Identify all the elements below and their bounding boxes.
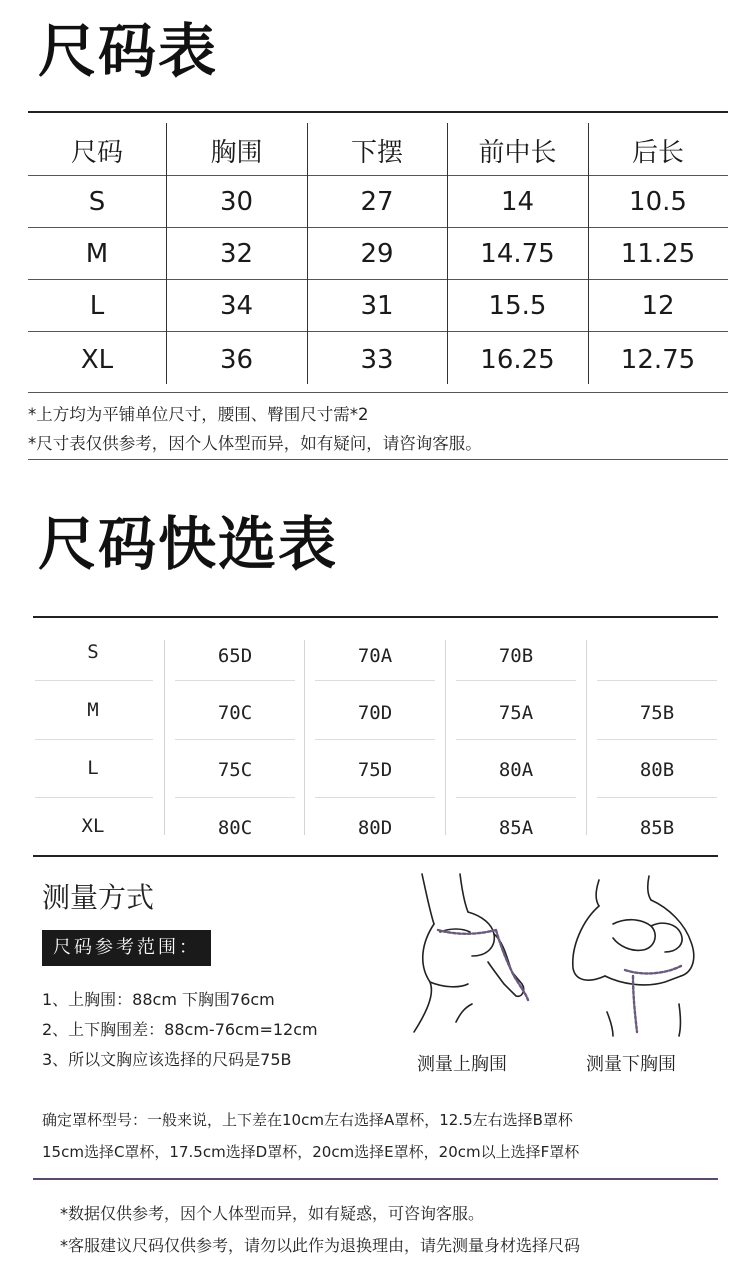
table-cell: 12.75 — [620, 345, 696, 375]
table-cell: 11.25 — [620, 239, 696, 269]
cup-rule-line-1: 确定罩杯型号：一般来说，上下差在10cm左右选择A罩杯，12.5左右选择B罩杯 — [42, 1111, 573, 1129]
table-cell: 12 — [641, 291, 675, 321]
footer-note-1: *数据仅供参考，因个人体型而异，如有疑惑，可咨询客服。 — [60, 1204, 485, 1223]
cup-rule-line-2: 15cm选择C罩杯，17.5cm选择D罩杯，20cm选择E罩杯，20cm以上选择F罩杯 — [42, 1143, 580, 1161]
table-cell: S — [88, 187, 106, 217]
table-cell: 34 — [219, 291, 254, 321]
header-bust: 胸围 — [210, 137, 263, 168]
quick-cup-cell: 80C — [217, 817, 253, 839]
footer-divider — [33, 1178, 718, 1180]
under-bust-measure-icon — [565, 872, 720, 1037]
size-table-title: 尺码表 — [38, 17, 219, 85]
quick-cup-cell — [597, 640, 717, 672]
header-hem: 下摆 — [350, 137, 403, 168]
header-front-length: 前中长 — [478, 137, 557, 168]
quick-size-label: L — [87, 757, 99, 779]
table-cell: M — [85, 239, 109, 269]
quick-cup-cell: 75D — [357, 759, 393, 781]
measure-step-3: 3、所以文胸应该选择的尺码是75B — [42, 1050, 292, 1069]
table-cell: 15.5 — [488, 291, 547, 321]
quick-cup-cell: 80A — [498, 759, 534, 781]
table-cell: XL — [80, 345, 114, 375]
quick-cup-cell: 80D — [357, 817, 393, 839]
quick-cup-cell: 70B — [498, 645, 534, 667]
header-size: 尺码 — [70, 137, 123, 168]
quick-size-label: XL — [81, 815, 105, 837]
upper-bust-measure-icon — [400, 872, 540, 1037]
table-cell: 27 — [360, 187, 394, 217]
quick-cup-cell: 85B — [639, 817, 675, 839]
header-back-length: 后长 — [631, 137, 684, 168]
quick-cup-cell: 75C — [217, 759, 253, 781]
table-cell: 30 — [219, 187, 254, 217]
measure-badge: 尺码参考范围： — [42, 930, 211, 966]
quick-cup-cell: 70A — [357, 645, 393, 667]
quick-table-title: 尺码快选表 — [38, 510, 339, 578]
table-cell: 29 — [360, 239, 394, 269]
measure-step-2: 2、上下胸围差：88cm-76cm=12cm — [42, 1020, 318, 1039]
table-cell: 16.25 — [480, 345, 555, 375]
quick-cup-cell: 80B — [639, 759, 675, 781]
quick-size-label: S — [87, 641, 99, 663]
measure-title: 测量方式 — [42, 881, 155, 914]
quick-cup-cell: 75A — [498, 702, 534, 724]
table-cell: L — [89, 291, 105, 321]
table-cell: 10.5 — [629, 187, 687, 217]
table-cell: 14.75 — [480, 239, 555, 269]
quick-cup-cell: 70D — [357, 702, 393, 724]
quick-size-label: M — [87, 699, 99, 721]
table-cell: 32 — [219, 239, 254, 269]
quick-cup-cell: 75B — [639, 702, 675, 724]
size-table-note-1: *上方均为平铺单位尺寸，腰围、臀围尺寸需*2 — [28, 405, 369, 424]
quick-cup-cell: 70C — [217, 702, 253, 724]
upper-bust-caption: 测量上胸围 — [417, 1054, 507, 1075]
quick-cup-cell: 65D — [217, 645, 253, 667]
table-cell: 14 — [500, 187, 535, 217]
under-bust-caption: 测量下胸围 — [586, 1054, 676, 1075]
table-cell: 31 — [360, 291, 394, 321]
table-cell: 33 — [360, 345, 394, 375]
measure-step-1: 1、上胸围：88cm 下胸围76cm — [42, 990, 275, 1009]
quick-cup-cell: 85A — [498, 817, 534, 839]
size-table-note-2: *尺寸表仅供参考，因个人体型而异，如有疑问，请咨询客服。 — [28, 434, 482, 453]
footer-note-2: *客服建议尺码仅供参考，请勿以此作为退换理由，请先测量身材选择尺码 — [60, 1236, 581, 1255]
table-cell: 36 — [219, 345, 254, 375]
